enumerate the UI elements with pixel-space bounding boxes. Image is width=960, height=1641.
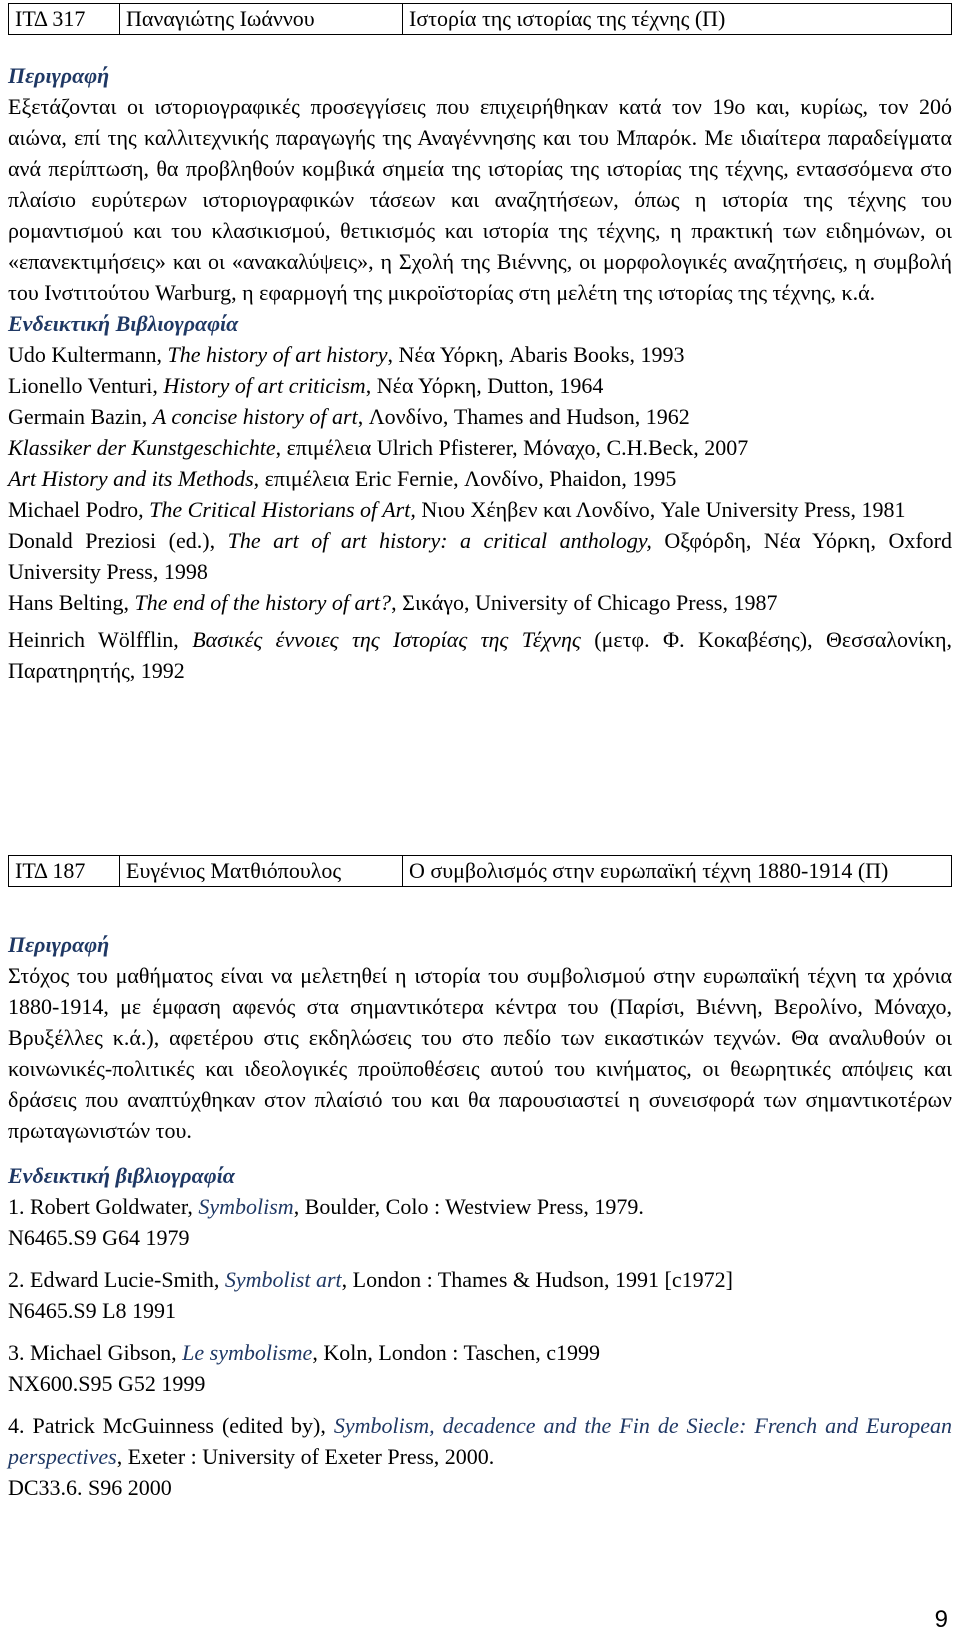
- entry-title: The history of art history: [167, 342, 388, 367]
- bibliography-entry: [8, 624, 952, 686]
- bibliography-entry: [8, 494, 952, 525]
- entry-publication: , Νέα Υόρκη, Abaris Books, 1993: [387, 342, 685, 367]
- course-instructor: Παναγιώτης Ιωάννου: [120, 4, 403, 35]
- bibliography-entry: [8, 1410, 952, 1503]
- entry-title: Symbolism: [198, 1194, 294, 1219]
- entry-publication: , επιμέλεια Eric Fernie, Λονδίνο, Phaidon, 1995: [253, 466, 677, 491]
- entry-title: The end of the history of art?: [134, 590, 392, 615]
- course-header-table: [8, 3, 952, 35]
- course-header-table: [8, 855, 952, 887]
- entry-title: A concise history of art: [152, 404, 358, 429]
- bibliography-entry: [8, 587, 952, 618]
- entry-author: Michael Podro,: [8, 497, 150, 522]
- entry-publication: , Νέα Υόρκη, Dutton, 1964: [365, 373, 604, 398]
- entry-call-number: NX600.S95 G52 1999: [8, 1371, 206, 1396]
- entry-author: 4. Patrick McGuinness (edited by),: [8, 1413, 334, 1438]
- bibliography-entry: [8, 370, 952, 401]
- description-text: Εξετάζονται οι ιστοριογραφικές προσεγγίσεις που επιχειρήθηκαν κατά τον 19ο και, κυρίως, τον 20ό αιώνα, επί της καλλιτεχνικής παραγωγής της Αναγέννησης και του Μπαρόκ. Με ιδιαίτερα παραδείγματα ανά περίπτωση, θα προβληθούν κομβικά σημεία της ιστορίας της ιστορίας της τέχνης, εντασσόμενα στο πλαίσιο ευρύτερων ιστοριογραφικών τάσεων και αναζητήσεων, όπως η ιστορία της τέχνης του ρομαντισμού και του κλασικισμού, θετικισμός και ιστορία της τέχνης, η πρακτική των ειδημόνων, οι «επανεκτιμήσεις» και οι «ανακαλύψεις», η Σχολή της Βιέννης, οι μορφολογικές αναζητήσεις, η συμβολή του Ινστιτούτου Warburg, η εφαρμογή της μικροϊστορίας στη μελέτη της ιστορίας της τέχνης, κ.ά.: [8, 94, 952, 305]
- course-title: Ιστορία της ιστορίας της τέχνης (Π): [403, 4, 952, 35]
- entry-author: Hans Belting,: [8, 590, 135, 615]
- entry-author: Heinrich Wölfflin,: [8, 627, 193, 652]
- entry-call-number: N6465.S9 L8 1991: [8, 1298, 177, 1323]
- entry-call-number: N6465.S9 G64 1979: [8, 1225, 190, 1250]
- course-code: ΙΤΔ 187: [9, 856, 120, 887]
- course2-section: [8, 929, 952, 1503]
- course1-section: [8, 60, 952, 686]
- entry-publication: , επιμέλεια Ulrich Pfisterer, Μόναχο, C.H.Beck, 2007: [275, 435, 749, 460]
- entry-title: Art History and its Methods: [8, 466, 254, 491]
- entry-publication: , Exeter : University of Exeter Press, 2000.: [116, 1444, 495, 1469]
- entry-publication: , Λονδίνο, Thames and Hudson, 1962: [357, 404, 690, 429]
- entry-title: Symbolist art: [224, 1267, 342, 1292]
- bibliography-entry: [8, 339, 952, 370]
- entry-author: 1. Robert Goldwater,: [8, 1194, 199, 1219]
- entry-author: 3. Michael Gibson,: [8, 1340, 183, 1365]
- entry-publication: Οξφόρδη, Νέα Υόρκη, Oxford University Press, 1998: [8, 528, 952, 584]
- bibliography-entry: [8, 432, 952, 463]
- entry-publication: , Koln, London : Taschen, c1999: [312, 1340, 600, 1365]
- bibliography-entry: [8, 1191, 952, 1253]
- entry-author: Donald Preziosi (ed.),: [8, 528, 228, 553]
- entry-publication: (μετφ. Φ. Κοκαβέσης), Θεσσαλονίκη, Παρατηρητής, 1992: [8, 627, 952, 683]
- entry-publication: , London : Thames & Hudson, 1991 [c1972]: [341, 1267, 733, 1292]
- entry-title: Le symbolisme: [182, 1340, 313, 1365]
- entry-publication: , Boulder, Colo : Westview Press, 1979.: [293, 1194, 644, 1219]
- entry-title: The Critical Historians of Art,: [149, 497, 416, 522]
- description-text: Στόχος του μαθήματος είναι να μελετηθεί η ιστορία του συμβολισμού στην ευρωπαϊκή τέχνη τα χρόνια 1880-1914, με έμφαση αφενός στα σημαντικότερα κέντρα του (Παρίσι, Βιέννη, Βερολίνο, Μόναχο, Βρυξέλλες κ.ά.), αφετέρου στις εκδηλώσεις του στο πεδίο των εικαστικών τεχνών. Θα αναλυθούν οι κοινωνικές-πολιτικές και ιδεολογικές προϋποθέσεις αυτού του κινήματος, οι θεωρητικές απόψεις και δράσεις που αναπτύχθηκαν στον πλαίσιό του και θα παρουσιαστεί η συνεισφορά των σημαντικοτέρων πρωταγωνιστών του.: [8, 963, 952, 1143]
- bibliography-entry: [8, 1264, 952, 1326]
- description-heading: Περιγραφή: [8, 63, 110, 88]
- entry-title: Βασικές έννοιες της Ιστορίας της Τέχνης: [192, 627, 581, 652]
- course-instructor: Ευγένιος Ματθιόπουλος: [120, 856, 403, 887]
- bibliography-list: [8, 339, 952, 686]
- course-code: ΙΤΔ 317: [9, 4, 120, 35]
- page-number: 9: [934, 1606, 948, 1633]
- entry-author: Germain Bazin,: [8, 404, 153, 429]
- bibliography-entry: [8, 463, 952, 494]
- bibliography-entry: [8, 525, 952, 587]
- bibliography-heading: Ενδεικτική Βιβλιογραφία: [8, 311, 239, 336]
- entry-title: Symbolism, decadence and the Fin de Siecle: French and European perspectives: [8, 1413, 953, 1469]
- bibliography-entry: [8, 1337, 952, 1399]
- entry-title: Klassiker der Kunstgeschichte: [8, 435, 276, 460]
- entry-publication: Νιου Χέηβεν και Λονδίνο, Yale University Press, 1981: [415, 497, 906, 522]
- entry-author: 2. Edward Lucie-Smith,: [8, 1267, 225, 1292]
- entry-author: Lionello Venturi,: [8, 373, 164, 398]
- entry-publication: , Σικάγο, University of Chicago Press, 1987: [391, 590, 778, 615]
- course-title: Ο συμβολισμός στην ευρωπαϊκή τέχνη 1880-1914 (Π): [403, 856, 952, 887]
- entry-title: The art of art history: a critical anthology,: [227, 528, 652, 553]
- bibliography-list: [8, 1191, 952, 1503]
- entry-author: Udo Kultermann,: [8, 342, 168, 367]
- entry-title: History of art criticism: [163, 373, 366, 398]
- description-heading: Περιγραφή: [8, 932, 110, 957]
- bibliography-entry: [8, 401, 952, 432]
- entry-call-number: DC33.6. S96 2000: [8, 1475, 172, 1500]
- bibliography-heading: Ενδεικτική βιβλιογραφία: [8, 1163, 235, 1188]
